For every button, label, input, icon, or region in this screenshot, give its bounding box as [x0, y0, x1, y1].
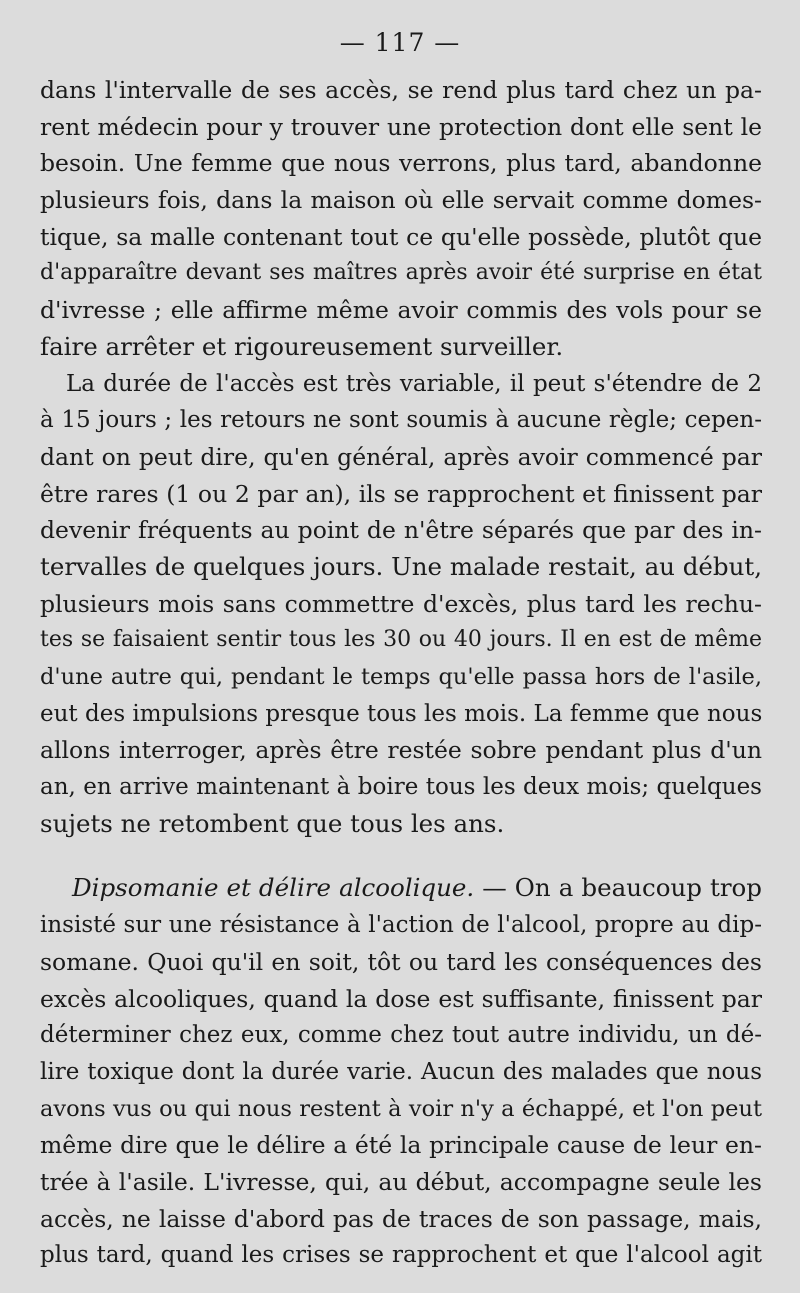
paragraph-3: [40, 870, 762, 1274]
page-number: — 117 —: [339, 28, 461, 57]
text-line: tervalles de quelques jours. Une malade restait, au début,: [40, 551, 763, 581]
text-line: d'une autre qui, pendant le temps qu'elle passa hors de l'asile,: [40, 664, 762, 690]
text-line: plus tard, quand les crises se rapprochent et que l'alcool agit: [40, 1242, 762, 1269]
text-line: d'ivresse ; elle affirme même avoir commis des vols pour se: [40, 296, 762, 325]
paragraph-2: [40, 366, 762, 843]
body-text: [40, 72, 762, 1274]
text-line: somane. Quoi qu'il en soit, tôt ou tard les conséquences des: [40, 947, 762, 976]
text-line: insisté sur une résistance à l'action de l'alcool, propre au dip-: [40, 912, 762, 939]
text-line: eut des impulsions presque tous les mois. La femme que nous: [40, 700, 763, 727]
paragraph-1: [40, 72, 762, 366]
text-line: allons interroger, après être restée sobre pendant plus d'un: [40, 736, 762, 765]
text-line: rent médecin pour y trouver une protection dont elle sent le: [40, 112, 762, 141]
text-line: [40, 870, 762, 907]
text-line: trée à l'asile. L'ivresse, qui, au début, accompagne seule les: [40, 1167, 762, 1196]
text-line: lire toxique dont la durée varie. Aucun des malades que nous: [40, 1058, 762, 1085]
text-line: La durée de l'accès est très variable, il peut s'étendre de 2: [66, 370, 762, 397]
text-line: déterminer chez eux, comme chez tout autre individu, un dé-: [40, 1022, 762, 1049]
text-line: dans l'intervalle de ses accès, se rend plus tard chez un pa-: [40, 76, 762, 104]
heading-line-rest: — On a beaucoup trop: [482, 873, 762, 903]
text-line: besoin. Une femme que nous verrons, plus tard, abandonne: [40, 149, 762, 178]
text-line: plusieurs fois, dans la maison où elle servait comme domes-: [40, 186, 762, 215]
text-line: tique, sa malle contenant tout ce qu'elle possède, plutôt que: [40, 222, 762, 251]
paragraph-gap: [40, 842, 762, 870]
text-line: devenir fréquents au point de n'être séparés que par des in-: [40, 516, 762, 545]
section-heading: Dipsomanie et délire alcoolique.: [72, 873, 475, 903]
text-line: avons vus ou qui nous restent à voir n'y a échappé, et l'on peut: [40, 1095, 762, 1122]
text-line: plusieurs mois sans commettre d'excès, plus tard les rechu-: [40, 589, 762, 618]
text-line: an, en arrive maintenant à boire tous les deux mois; quelques: [40, 774, 762, 801]
text-line: à 15 jours ; les retours ne sont soumis à aucune règle; cepen-: [40, 407, 762, 434]
text-line: être rares (1 ou 2 par an), ils se rapprochent et finissent par: [40, 479, 762, 508]
text-line: même dire que le délire a été la principale cause de leur en-: [40, 1131, 762, 1160]
text-line: faire arrêter et rigoureusement surveiller.: [40, 331, 564, 361]
text-line: sujets ne retombent que tous les ans.: [40, 808, 505, 838]
text-line: excès alcooliques, quand la dose est suffisante, finissent par: [40, 984, 762, 1013]
text-line: accès, ne laisse d'abord pas de traces de son passage, mais,: [40, 1204, 762, 1233]
text-line: tes se faisaient sentir tous les 30 ou 40 jours. Il en est de même: [40, 627, 762, 653]
text-line: d'apparaître devant ses maîtres après avoir été surprise en état: [40, 260, 762, 286]
text-line: dant on peut dire, qu'en général, après avoir commencé par: [40, 442, 762, 471]
